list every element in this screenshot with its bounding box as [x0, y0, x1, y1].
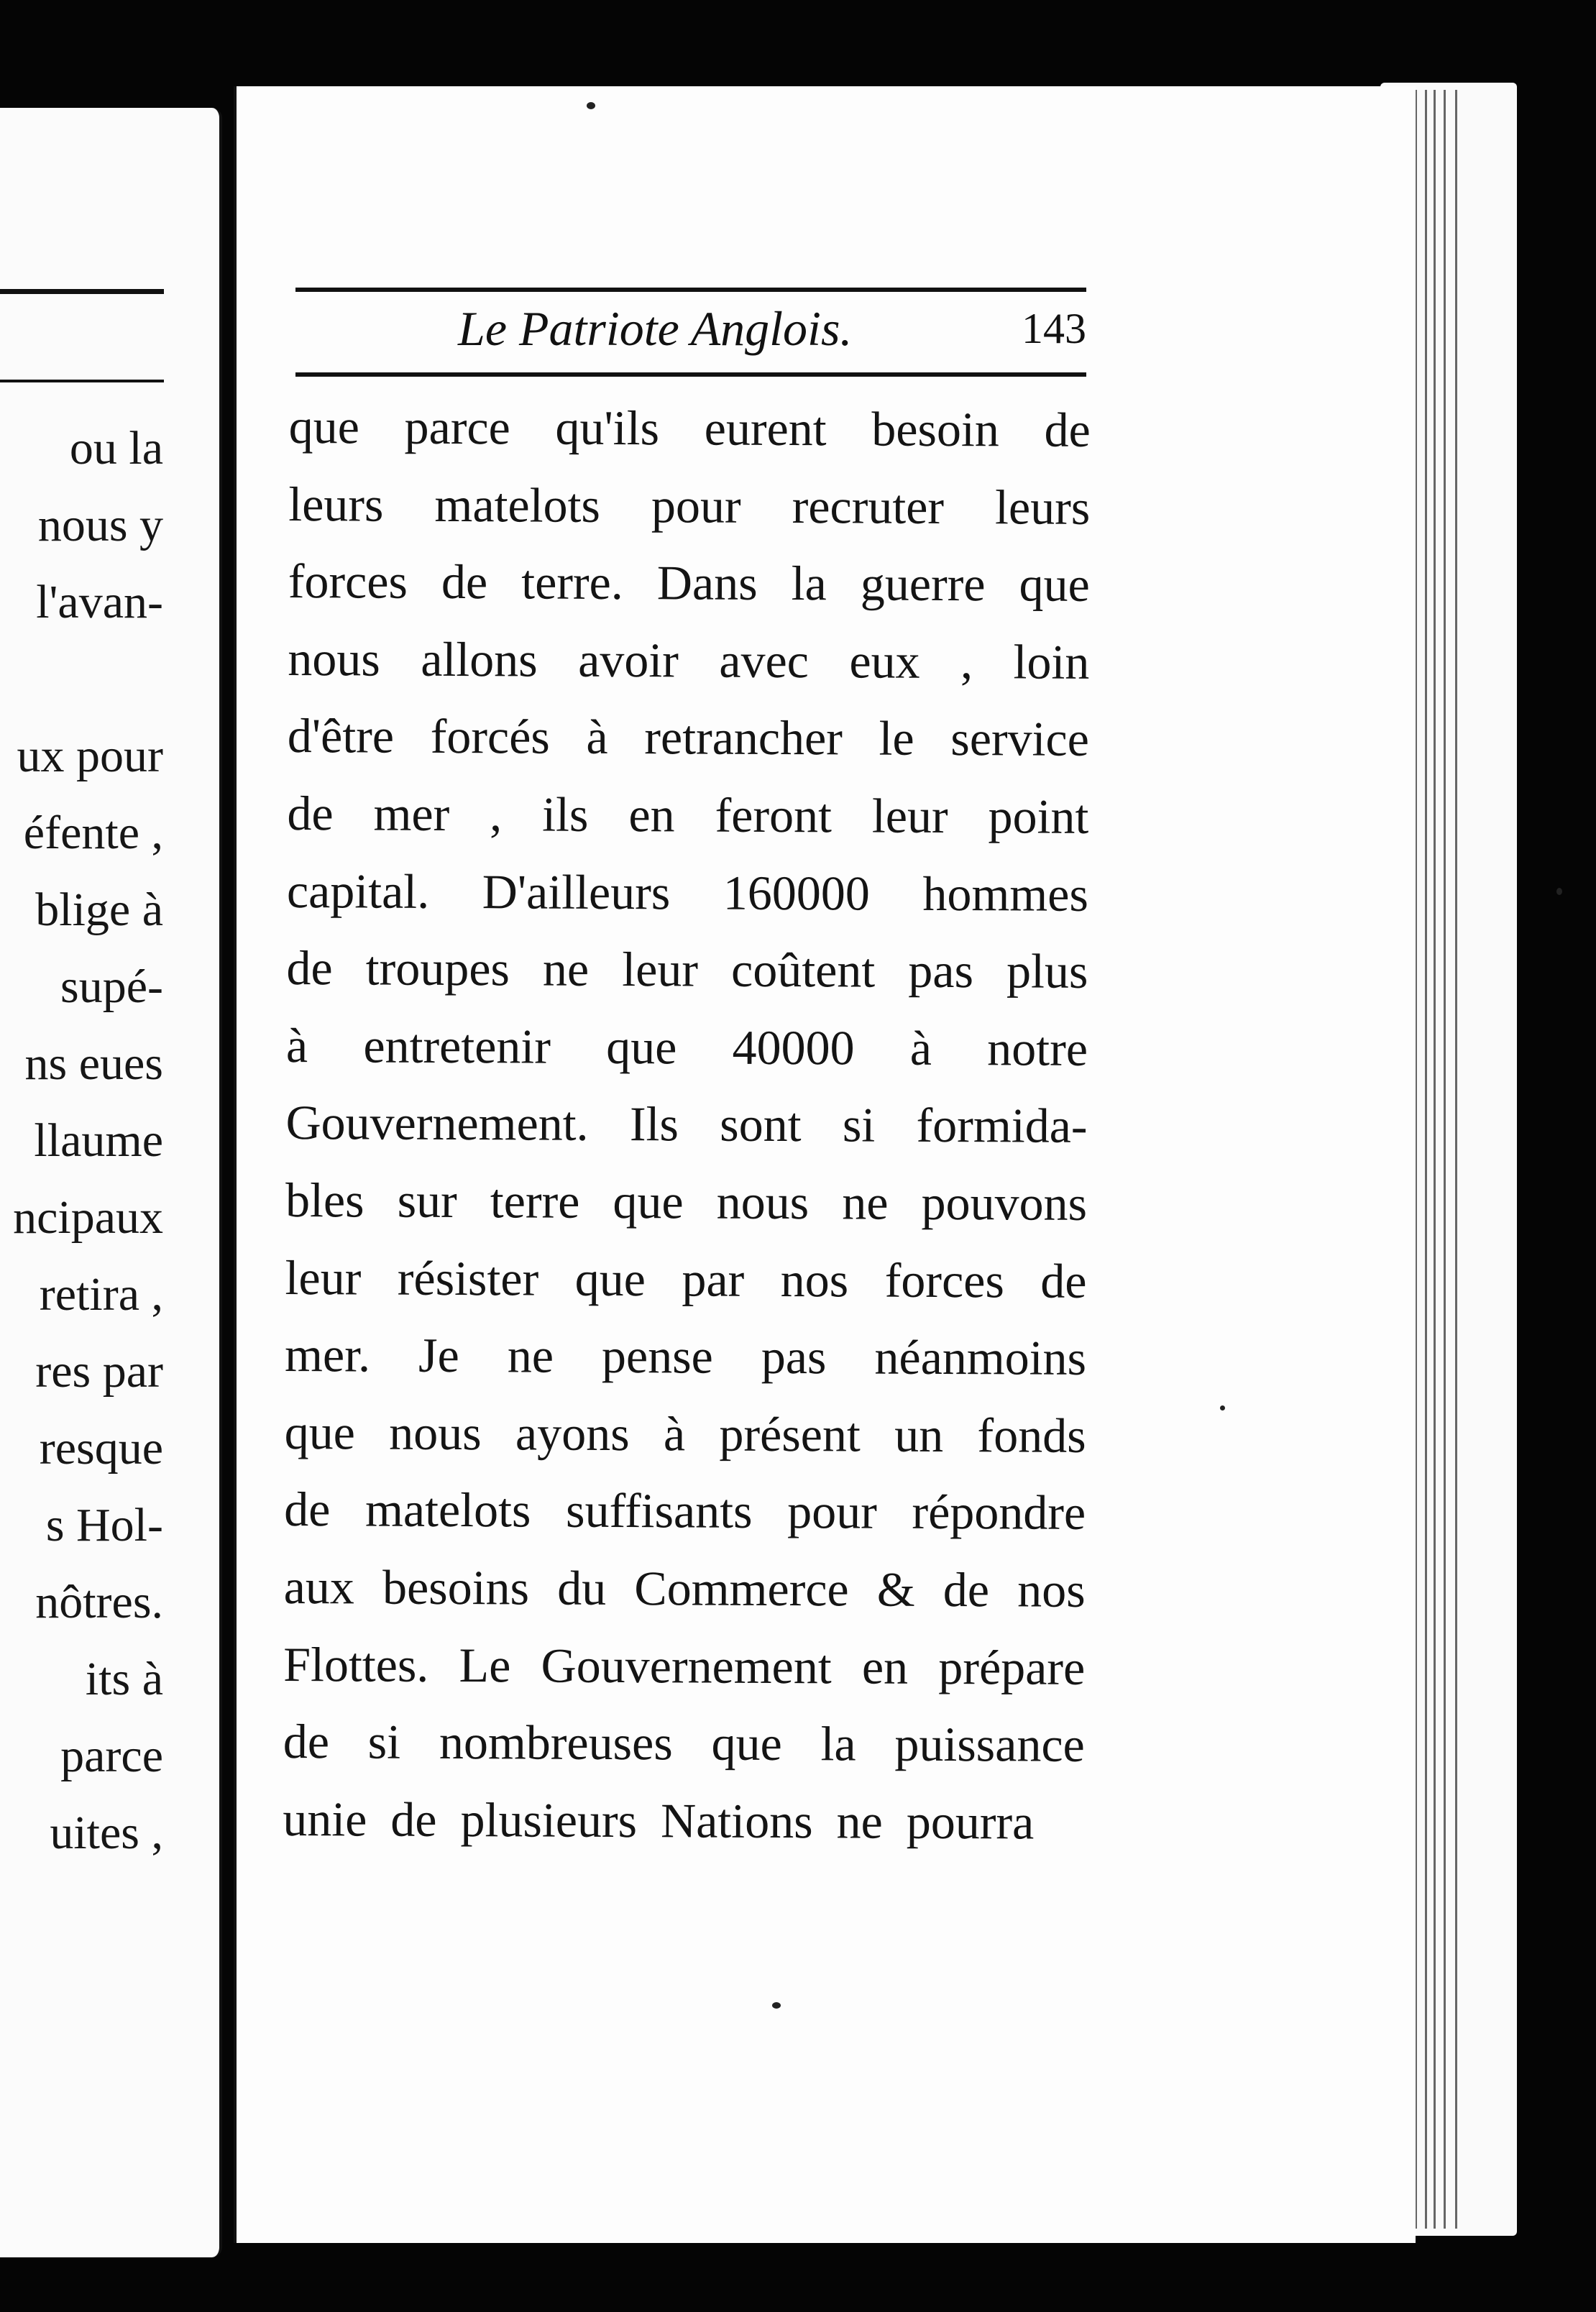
left-text-line: its à	[85, 1653, 163, 1705]
body-text-line: de mer , ils en feront leur point	[287, 785, 1089, 844]
left-text-line: ncipaux	[13, 1191, 163, 1244]
running-head	[295, 288, 1086, 381]
left-header-rule-bottom	[0, 380, 164, 382]
page-number: 143	[1022, 305, 1086, 352]
body-text-line: que parce qu'ils eurent besoin de	[288, 398, 1091, 457]
body-text-line: de matelots suffisants pour répondre	[284, 1482, 1086, 1541]
left-page	[0, 108, 222, 2257]
left-text-line: resque	[39, 1422, 163, 1474]
left-text-line: ux pour	[17, 730, 163, 782]
left-text-line: nous y	[37, 499, 163, 551]
left-header-rule-top	[0, 289, 164, 294]
left-text-line: nôtres.	[35, 1576, 163, 1628]
left-text-line: ou la	[69, 422, 163, 474]
body-text-line: que nous ayons à présent un fonds	[284, 1404, 1086, 1463]
page-edge-line	[1425, 90, 1427, 2229]
left-text-line: l'avan-	[36, 576, 163, 628]
scan-speck	[1220, 1405, 1225, 1410]
left-text-line: ns eues	[24, 1037, 163, 1090]
left-text-line: s Hol-	[45, 1499, 163, 1551]
scan-speck	[587, 102, 595, 109]
left-text-line: blige à	[35, 884, 163, 936]
running-head-rule-top	[295, 288, 1086, 292]
left-text-line: supé-	[60, 960, 163, 1013]
scan-speck	[772, 2002, 781, 2009]
body-text-line: Flottes. Le Gouvernement en prépare	[283, 1636, 1086, 1695]
body-text-line: unie de plusieurs Nations ne pourra	[283, 1791, 1035, 1850]
body-text-line: leurs matelots pour recruter leurs	[288, 476, 1091, 535]
body-text-line: Gouvernement. Ils sont si formida-	[285, 1095, 1088, 1154]
left-text-line: uites ,	[50, 1807, 163, 1859]
right-page	[234, 86, 1416, 2243]
body-text-line: d'être forcés à retrancher le service	[287, 708, 1090, 767]
page-edge-line	[1444, 90, 1446, 2229]
body-text	[283, 388, 1091, 1861]
body-text-line: aux besoins du Commerce & de nos	[283, 1559, 1086, 1618]
body-text-line: nous allons avoir avec eux , loin	[288, 630, 1090, 689]
left-text-line: res par	[35, 1345, 163, 1398]
scan-speck	[1556, 888, 1562, 895]
page-edge-line	[1434, 90, 1436, 2229]
left-text-line: llaume	[34, 1114, 163, 1167]
body-text-line: de si nombreuses que la puissance	[283, 1714, 1085, 1772]
body-text-line: bles sur terre que nous ne pouvons	[285, 1172, 1088, 1231]
left-text-line: retira ,	[39, 1268, 163, 1321]
body-text-line: forces de terre. Dans la guerre que	[288, 554, 1090, 613]
left-text-line: parce	[60, 1730, 163, 1782]
running-head-title: Le Patriote Anglois.	[458, 301, 853, 356]
running-head-rule-bottom	[295, 372, 1086, 377]
body-text-line: à entretenir que 40000 à notre	[285, 1017, 1088, 1076]
body-text-line: capital. D'ailleurs 160000 hommes	[286, 863, 1089, 922]
left-page-text	[13, 410, 163, 1871]
body-text-line: leur résister que par nos forces de	[285, 1249, 1087, 1308]
left-text-line: éfente ,	[23, 807, 163, 859]
page-edge-line	[1455, 90, 1457, 2229]
left-text-line	[13, 641, 163, 717]
body-text-line: mer. Je ne pense pas néanmoins	[284, 1327, 1087, 1385]
body-text-line: de troupes ne leur coûtent pas plus	[286, 940, 1088, 999]
